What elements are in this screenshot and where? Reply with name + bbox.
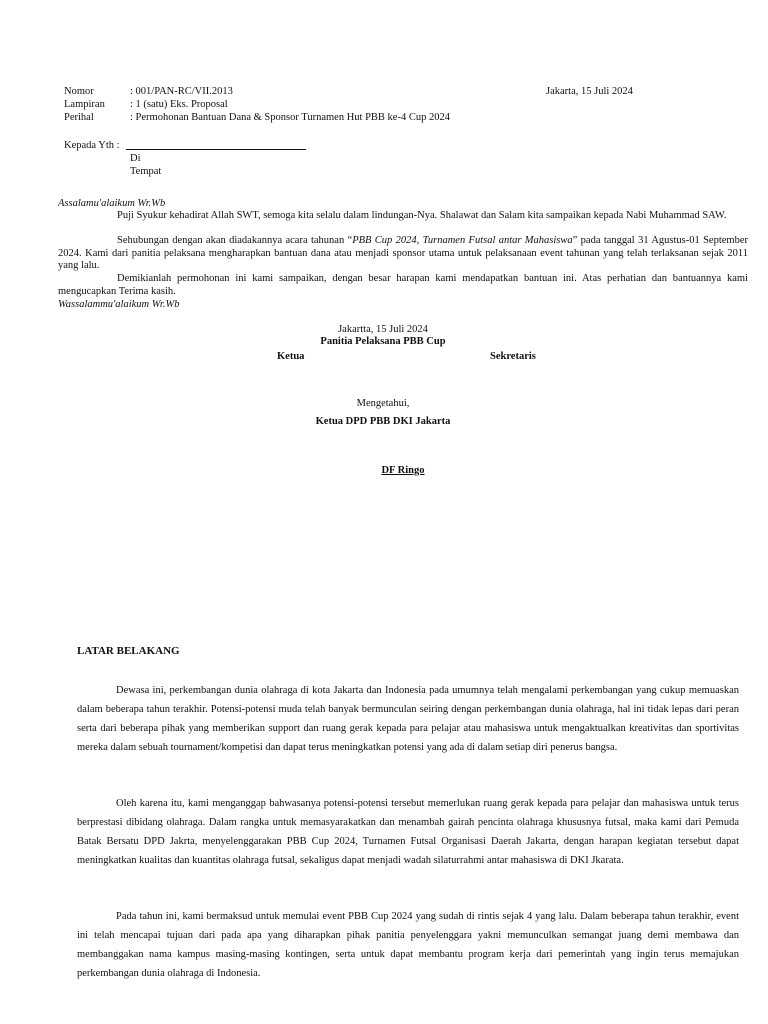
mengetahui-label: Mengetahui, bbox=[356, 398, 410, 409]
signature-place-date: Jakartta, 15 Juli 2024 bbox=[338, 324, 428, 335]
perihal-value: : Permohonan Bantuan Dana & Sponsor Turnamen Hut PBB ke-4 Cup 2024 bbox=[130, 112, 450, 123]
perihal-label: Perihal bbox=[64, 112, 94, 123]
recipient-tempat: Tempat bbox=[130, 166, 162, 177]
greeting: Assalamu'alaikum Wr.Wb bbox=[58, 198, 166, 209]
nomor-value: : 001/PAN-RC/VII.2013 bbox=[130, 86, 233, 97]
ketua-label: Ketua bbox=[277, 351, 305, 362]
committee-name: Panitia Pelaksana PBB Cup bbox=[320, 336, 446, 347]
lampiran-value: : 1 (satu) Eks. Proposal bbox=[130, 99, 228, 110]
letter-paragraph-3: Demikianlah permohonan ini kami sampaikan, dengan besar harapan kami mendapatkan bantuan ini. Atas perhatian dan bantuannya kami mengucapkan Terima kasih. bbox=[58, 273, 748, 297]
letter-paragraph-1: Puji Syukur kehadirat Allah SWT, semoga kita selalu dalam lindungan-Nya. Shalawat dan Salam kita sampaikan kepada Nabi Muhammad SAW. bbox=[117, 210, 727, 221]
background-paragraph-1: Dewasa ini, perkembangan dunia olahraga di kota Jakarta dan Indonesia pada umumnya telah mengalami perkembangan yang cukup memuaskan dalam beberapa tahun terakhir. Potensi-potensi muda telah banyak bermunculan seiring dengan perkembangan dunia olahraga, hal ini tidak lepas dari peran serta dari beberapa pihak yang memberikan support dan ruang gerak kepada para pelajar atau mahasiswa untuk mengaktualkan kreativitas dan sportivitas mereka dalam sebuah tournament/kompetisi dan dapat terus meningkatkan potensi yang ada di dalam setiap diri penerus bangsa. bbox=[77, 685, 739, 753]
kepada-label: Kepada Yth : bbox=[64, 140, 120, 151]
section-heading: LATAR BELAKANG bbox=[77, 645, 180, 657]
p2-event-name: PBB Cup 2024, Turnamen Futsal antar Mahasiswa bbox=[352, 235, 573, 246]
background-paragraph-2: Oleh karena itu, kami menganggap bahwasanya potensi-potensi tersebut memerlukan ruang gerak kepada para pelajar dan mahasiswa untuk terus berprestasi dibidang olahraga. Dalam rangka untuk memasyarakatkan dan menambah gairah pencinta olahraga khususnya futsal, maka kami dari Pemuda Batak Bersatu DPD Jakrta, menyelenggarakan PBB Cup 2024, Turnamen Futsal Organisasi Daerah Jakarta, dengan harapan kegiatan tersebut dapat meningkatkan kualitas dan kuantitas olahraga futsal, sekaligus dapat menjadi wadah silaturrahmi antar mahasiswa di DKI Jkarata. bbox=[77, 798, 739, 866]
lampiran-label: Lampiran bbox=[64, 99, 105, 110]
nomor-label: Nomor bbox=[64, 86, 94, 97]
letter-paragraph-2 bbox=[58, 235, 748, 273]
p2-before: Sehubungan dengan akan diadakannya acara tahunan “ bbox=[117, 235, 353, 246]
background-paragraph-3: Pada tahun ini, kami bermaksud untuk memulai event PBB Cup 2024 yang sudah di rintis sejak 4 yang lalu. Dalam beberapa tahun terakhir, event ini telah mencapai tujuan dari pada apa yang diharapkan pihak panitia penyelenggara yakni memunculkan semangat juang demi membawa dan membanggakan nama kampus masing-masing kontingen, serta untuk dapat membantu program kerja dari pemerintah yang ingin terus memajukan perkembangan dunia olahraga di Indonesia. bbox=[77, 911, 739, 979]
sekretaris-label: Sekretaris bbox=[490, 351, 536, 362]
ketua-dpd-title: Ketua DPD PBB DKI Jakarta bbox=[315, 416, 451, 427]
p2-after: ” pada tanggal 31 Agustus-01 September 2024. Kami dari panitia pelaksana mengharapkan bantuan dana atau menjadi sponsor utama untuk pelaksanaan event tahunan yang telah terlaksanan sejak 2011 yang lalu. bbox=[58, 235, 748, 271]
letter-date: Jakarta, 15 Juli 2024 bbox=[546, 86, 633, 97]
signatory-name: DF Ringo bbox=[381, 465, 425, 476]
recipient-blank-line bbox=[126, 140, 306, 155]
recipient-di: Di bbox=[130, 153, 141, 164]
closing: Wassalammu'alaikum Wr.Wb bbox=[58, 299, 180, 310]
